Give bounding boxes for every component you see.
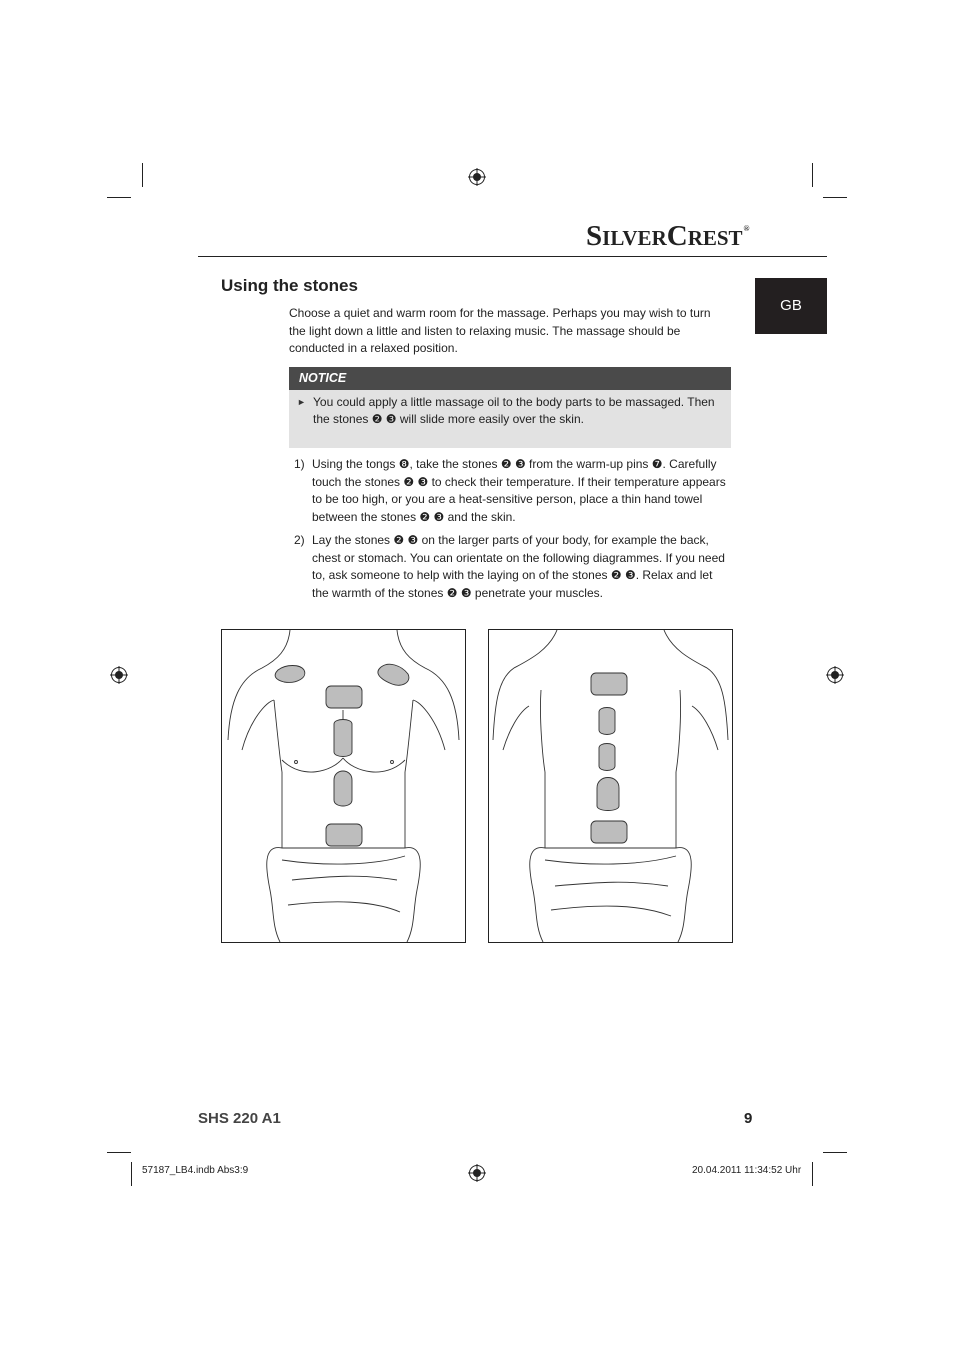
registration-mark-icon (826, 666, 844, 684)
front-body-illustration (221, 629, 466, 943)
registration-mark-icon (468, 168, 486, 186)
crop-mark (823, 197, 847, 198)
notice-box (289, 390, 731, 448)
step-number: 2) (294, 533, 305, 547)
registration-mark-icon (110, 666, 128, 684)
intro-paragraph: Choose a quiet and warm room for the massage. Perhaps you may wish to turn the light down a little and listen to relaxing music. The massage should be conducted in a relaxed position. (289, 306, 711, 355)
step-number: 1) (294, 457, 305, 471)
step-item (294, 456, 734, 528)
notice-text: You could apply a little massage oil to the body parts to be massaged. Then the stones ❷ ❸ will slide more easily over the skin. (313, 395, 715, 426)
notice-heading: NOTICE (299, 371, 347, 385)
crop-mark (812, 163, 813, 187)
bullet-arrow-icon: ► (297, 397, 306, 407)
front-torso-drawing (222, 630, 465, 942)
notice-header (289, 367, 731, 390)
back-body-illustration (488, 629, 733, 943)
brand-logo: SILVERCREST® (586, 220, 750, 252)
crop-mark (107, 1152, 131, 1153)
crop-mark (131, 1162, 132, 1186)
language-tab: GB (755, 278, 827, 334)
slug-file-info: 57187_LB4.indb Abs3:9 (142, 1165, 249, 1176)
registration-mark-icon (468, 1164, 486, 1182)
back-torso-drawing (489, 630, 732, 942)
crop-mark (823, 1152, 847, 1153)
step-text: Using the tongs ❽, take the stones ❷ ❸ from the warm-up pins ❼. Carefully touch the stones ❷ ❸ to check their temperature. If their temperature appears to be too high, or you are a heat-sensitive person, place a thin hand towel between the stones ❷ ❸ and the skin. (312, 457, 726, 524)
crop-mark (107, 197, 131, 198)
slug-timestamp: 20.04.2011 11:34:52 Uhr (692, 1165, 802, 1176)
section-title: Using the stones (221, 276, 358, 295)
header-rule (198, 256, 827, 257)
model-number: SHS 220 A1 (198, 1110, 281, 1127)
crop-mark (812, 1162, 813, 1186)
crop-mark (142, 163, 143, 187)
step-text: Lay the stones ❷ ❸ on the larger parts of your body, for example the back, chest or stomach. You can orientate on the following diagrammes. If you need to, ask someone to help with the laying on of the stones ❷ ❸. Relax and let the warmth of the stones ❷ ❸ penetrate your muscles. (312, 533, 725, 600)
step-item (294, 532, 734, 604)
page-number: 9 (744, 1110, 753, 1127)
